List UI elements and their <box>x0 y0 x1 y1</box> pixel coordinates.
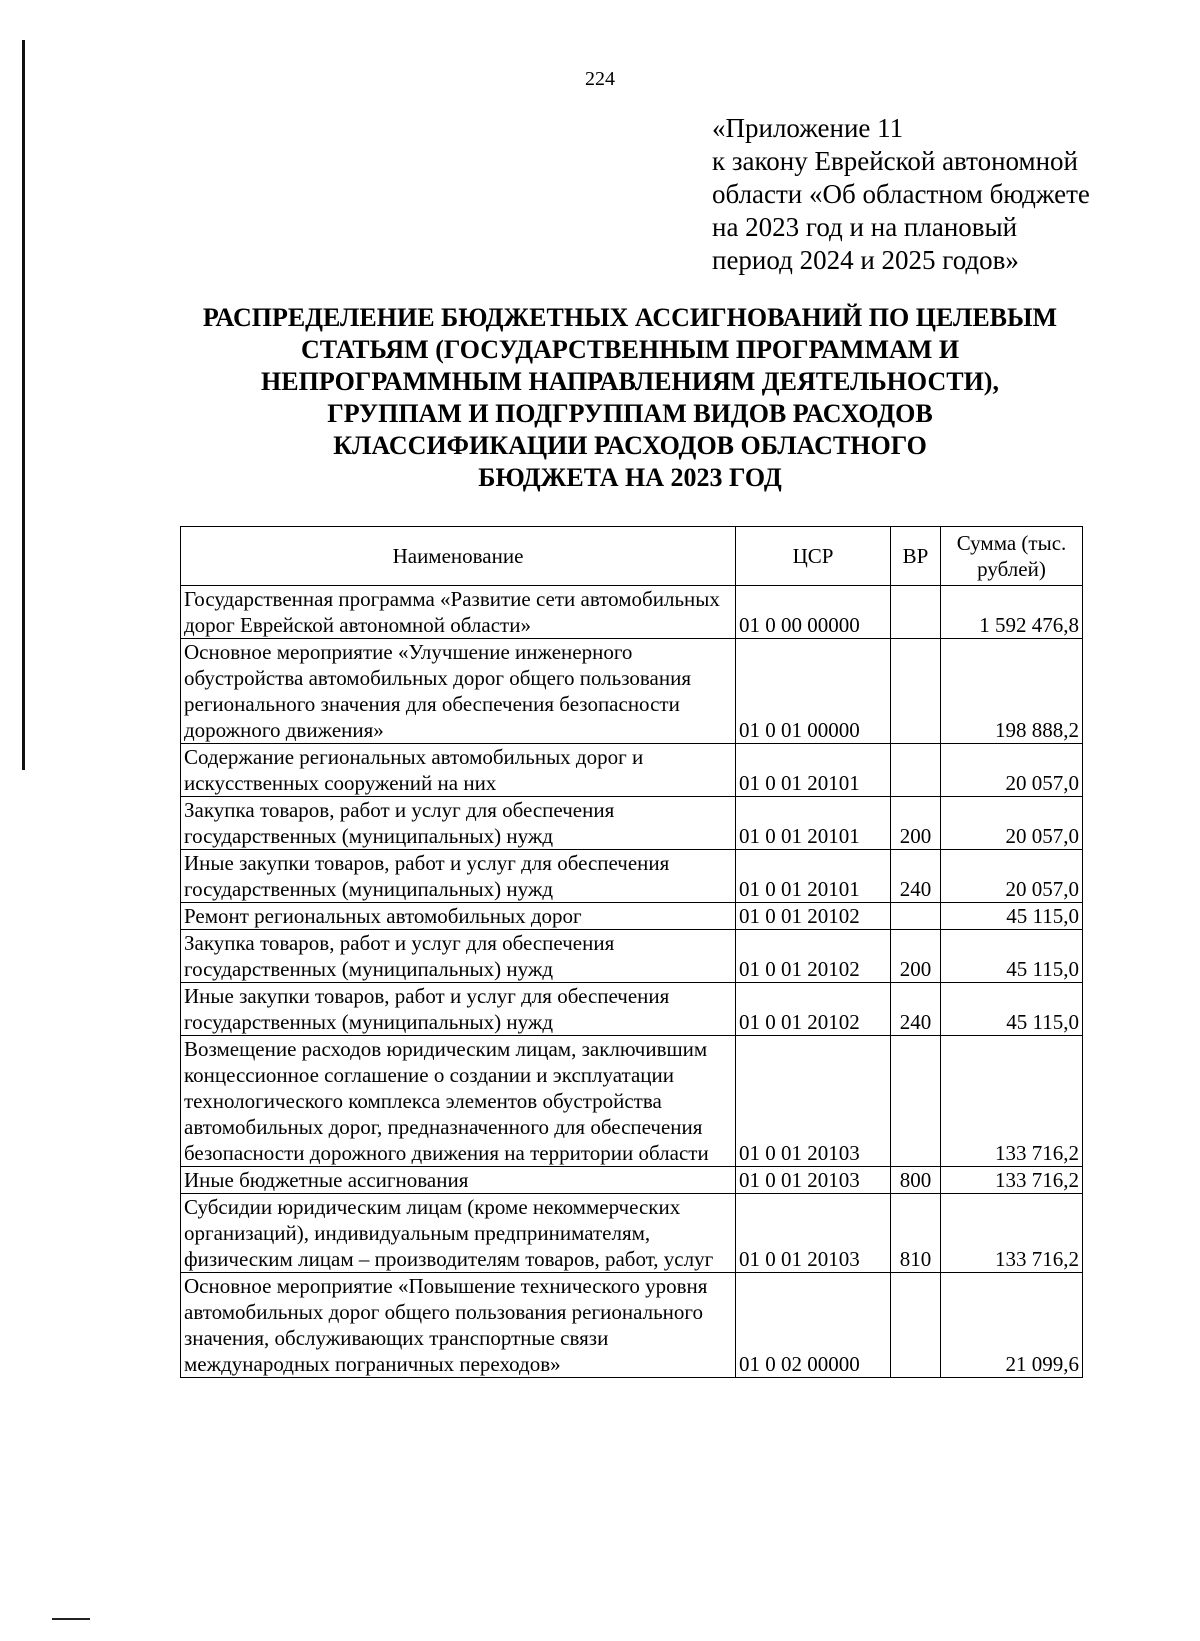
cell-vr: 240 <box>891 850 941 903</box>
table-row <box>181 930 1083 983</box>
appendix-line: период 2024 и 2025 годов» <box>712 245 1019 275</box>
cell-csr: 01 0 01 20103 <box>736 1194 891 1273</box>
cell-vr: 200 <box>891 930 941 983</box>
table-row <box>181 744 1083 797</box>
cell-sum: 20 057,0 <box>941 797 1083 850</box>
appendix-line: к закону Еврейской автономной <box>712 146 1078 176</box>
table-body <box>181 586 1083 1378</box>
title-line: БЮДЖЕТА НА 2023 ГОД <box>478 463 782 492</box>
title-line: НЕПРОГРАММНЫМ НАПРАВЛЕНИЯМ ДЕЯТЕЛЬНОСТИ), <box>261 367 999 396</box>
cell-sum: 133 716,2 <box>941 1036 1083 1167</box>
appendix-line: «Приложение 11 <box>712 113 904 143</box>
page-number: 224 <box>585 68 615 90</box>
cell-name: Иные закупки товаров, работ и услуг для обеспечения государственных (муниципальных) нужд <box>181 850 736 903</box>
cell-vr: 810 <box>891 1194 941 1273</box>
cell-name: Иные закупки товаров, работ и услуг для обеспечения государственных (муниципальных) нужд <box>181 983 736 1036</box>
table-row <box>181 1167 1083 1194</box>
cell-csr: 01 0 00 00000 <box>736 586 891 639</box>
cell-name: Иные бюджетные ассигнования <box>181 1167 736 1194</box>
table-row <box>181 903 1083 930</box>
cell-csr: 01 0 02 00000 <box>736 1273 891 1378</box>
budget-allocation-table <box>180 526 1083 1378</box>
cell-name: Ремонт региональных автомобильных дорог <box>181 903 736 930</box>
table-row <box>181 639 1083 744</box>
left-margin-rule <box>22 40 25 770</box>
header-csr: ЦСР <box>736 527 891 586</box>
cell-name: Основное мероприятие «Повышение технического уровня автомобильных дорог общего пользования регионального значения, обслуживающих транспортные связи международных пограничных переходов» <box>181 1273 736 1378</box>
bottom-margin-dash <box>52 1618 90 1620</box>
header-sum: Сумма (тыс. рублей) <box>941 527 1083 586</box>
cell-vr <box>891 1273 941 1378</box>
cell-csr: 01 0 01 20101 <box>736 797 891 850</box>
cell-sum: 45 115,0 <box>941 930 1083 983</box>
cell-csr: 01 0 01 20101 <box>736 744 891 797</box>
cell-sum: 198 888,2 <box>941 639 1083 744</box>
appendix-line: области «Об областном бюджете <box>712 179 1090 209</box>
cell-sum: 21 099,6 <box>941 1273 1083 1378</box>
cell-vr: 800 <box>891 1167 941 1194</box>
document-title <box>175 302 1085 494</box>
cell-vr: 200 <box>891 797 941 850</box>
cell-csr: 01 0 01 20102 <box>736 930 891 983</box>
cell-vr <box>891 639 941 744</box>
table-row <box>181 1273 1083 1378</box>
cell-name: Закупка товаров, работ и услуг для обеспечения государственных (муниципальных) нужд <box>181 930 736 983</box>
cell-csr: 01 0 01 20101 <box>736 850 891 903</box>
table-row <box>181 797 1083 850</box>
cell-sum: 133 716,2 <box>941 1194 1083 1273</box>
cell-sum: 45 115,0 <box>941 903 1083 930</box>
cell-csr: 01 0 01 20103 <box>736 1036 891 1167</box>
table-row <box>181 983 1083 1036</box>
appendix-line: на 2023 год и на плановый <box>712 212 1018 242</box>
cell-name: Субсидии юридическим лицам (кроме некоммерческих организаций), индивидуальным предпринимателям, физическим лицам – производителям товаров, работ, услуг <box>181 1194 736 1273</box>
cell-sum: 20 057,0 <box>941 744 1083 797</box>
cell-vr: 240 <box>891 983 941 1036</box>
cell-sum: 20 057,0 <box>941 850 1083 903</box>
title-line: СТАТЬЯМ (ГОСУДАРСТВЕННЫМ ПРОГРАММАМ И <box>300 335 960 364</box>
header-name: Наименование <box>181 527 736 586</box>
header-vr: ВР <box>891 527 941 586</box>
table-row <box>181 586 1083 639</box>
title-line: ГРУППАМ И ПОДГРУППАМ ВИДОВ РАСХОДОВ <box>327 399 933 428</box>
cell-vr <box>891 903 941 930</box>
cell-name: Основное мероприятие «Улучшение инженерного обустройства автомобильных дорог общего пользования регионального значения для обеспечения безопасности дорожного движения» <box>181 639 736 744</box>
cell-vr <box>891 1036 941 1167</box>
cell-sum: 1 592 476,8 <box>941 586 1083 639</box>
table-row <box>181 850 1083 903</box>
cell-sum: 133 716,2 <box>941 1167 1083 1194</box>
cell-name: Содержание региональных автомобильных дорог и искусственных сооружений на них <box>181 744 736 797</box>
cell-csr: 01 0 01 20102 <box>736 983 891 1036</box>
cell-csr: 01 0 01 00000 <box>736 639 891 744</box>
cell-name: Закупка товаров, работ и услуг для обеспечения государственных (муниципальных) нужд <box>181 797 736 850</box>
cell-csr: 01 0 01 20102 <box>736 903 891 930</box>
cell-csr: 01 0 01 20103 <box>736 1167 891 1194</box>
cell-vr <box>891 586 941 639</box>
appendix-reference <box>712 112 1092 277</box>
title-line: РАСПРЕДЕЛЕНИЕ БЮДЖЕТНЫХ АССИГНОВАНИЙ ПО ЦЕЛЕВЫМ <box>202 303 1058 332</box>
cell-name: Государственная программа «Развитие сети автомобильных дорог Еврейской автономной области» <box>181 586 736 639</box>
table-row <box>181 1194 1083 1273</box>
table-header-row <box>181 527 1083 586</box>
cell-vr <box>891 744 941 797</box>
cell-name: Возмещение расходов юридическим лицам, заключившим концессионное соглашение о создании и эксплуатации технологического комплекса элементов обустройства автомобильных дорог, предназначенного для обеспечения безопасности дорожного движения на территории области <box>181 1036 736 1167</box>
title-line: КЛАССИФИКАЦИИ РАСХОДОВ ОБЛАСТНОГО <box>333 431 927 460</box>
cell-sum: 45 115,0 <box>941 983 1083 1036</box>
table-row <box>181 1036 1083 1167</box>
